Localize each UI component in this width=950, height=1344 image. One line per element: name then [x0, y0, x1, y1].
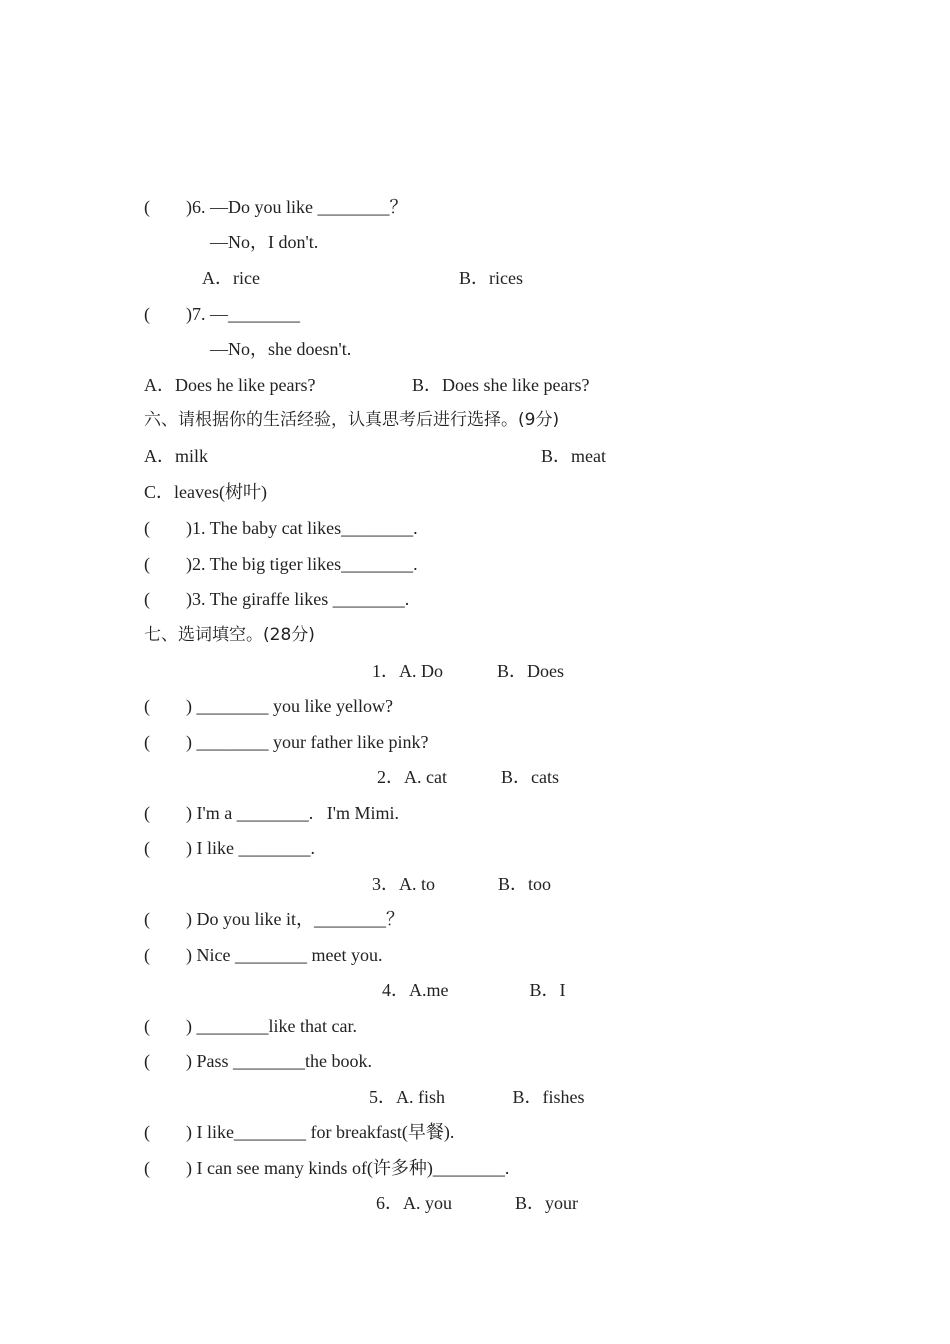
section-6-question-1: ( )1. The baby cat likes________. [144, 518, 418, 538]
group-3-options: 3．A. to B．too [372, 874, 552, 894]
group-4-line-2: ( ) Pass ________the book. [144, 1051, 372, 1071]
section-6-option-a: A．milk [144, 446, 209, 466]
group-5-line-1: ( ) I like________ for breakfast(早餐). [144, 1122, 455, 1142]
group-6-options: 6．A. you B．your [376, 1193, 578, 1213]
group-4-options: 4．A.me B．I [382, 980, 566, 1000]
section-6-question-3: ( )3. The giraffe likes ________. [144, 589, 410, 609]
section-6-option-c: C．leaves(树叶) [144, 482, 267, 502]
group-5-line-2: ( ) I can see many kinds of(许多种)________. [144, 1158, 510, 1178]
section-6-option-b: B．meat [541, 446, 606, 466]
group-3-line-2: ( ) Nice ________ meet you. [144, 945, 383, 965]
question-6-option-b: B．rices [459, 268, 523, 288]
group-4-line-1: ( ) ________like that car. [144, 1016, 357, 1036]
section-6-heading: 六、请根据你的生活经验，认真思考后进行选择。(9分) [144, 410, 560, 430]
group-1-line-2: ( ) ________ your father like pink? [144, 732, 429, 752]
section-7-heading: 七、选词填空。(28分) [144, 625, 315, 645]
question-6-reply: —No，I don't. [210, 232, 319, 252]
question-6-option-a: A．rice [202, 268, 260, 288]
group-2-line-1: ( ) I'm a ________. I'm Mimi. [144, 803, 399, 823]
question-7-reply: —No，she doesn't. [210, 339, 352, 359]
question-6-stem: ( )6. —Do you like ________？ [144, 197, 408, 217]
question-7-option-a: A．Does he like pears? [144, 375, 316, 395]
group-1-line-1: ( ) ________ you like yellow? [144, 696, 393, 716]
group-3-line-1: ( ) Do you like it，________？ [144, 909, 404, 929]
group-2-options: 2．A. cat B．cats [377, 767, 559, 787]
question-7-option-b: B．Does she like pears? [412, 375, 590, 395]
section-6-question-2: ( )2. The big tiger likes________. [144, 554, 418, 574]
group-1-options: 1．A. Do B．Does [372, 661, 564, 681]
group-2-line-2: ( ) I like ________. [144, 838, 315, 858]
group-5-options: 5．A. fish B．fishes [369, 1087, 585, 1107]
question-7-stem: ( )7. —________ [144, 304, 300, 324]
